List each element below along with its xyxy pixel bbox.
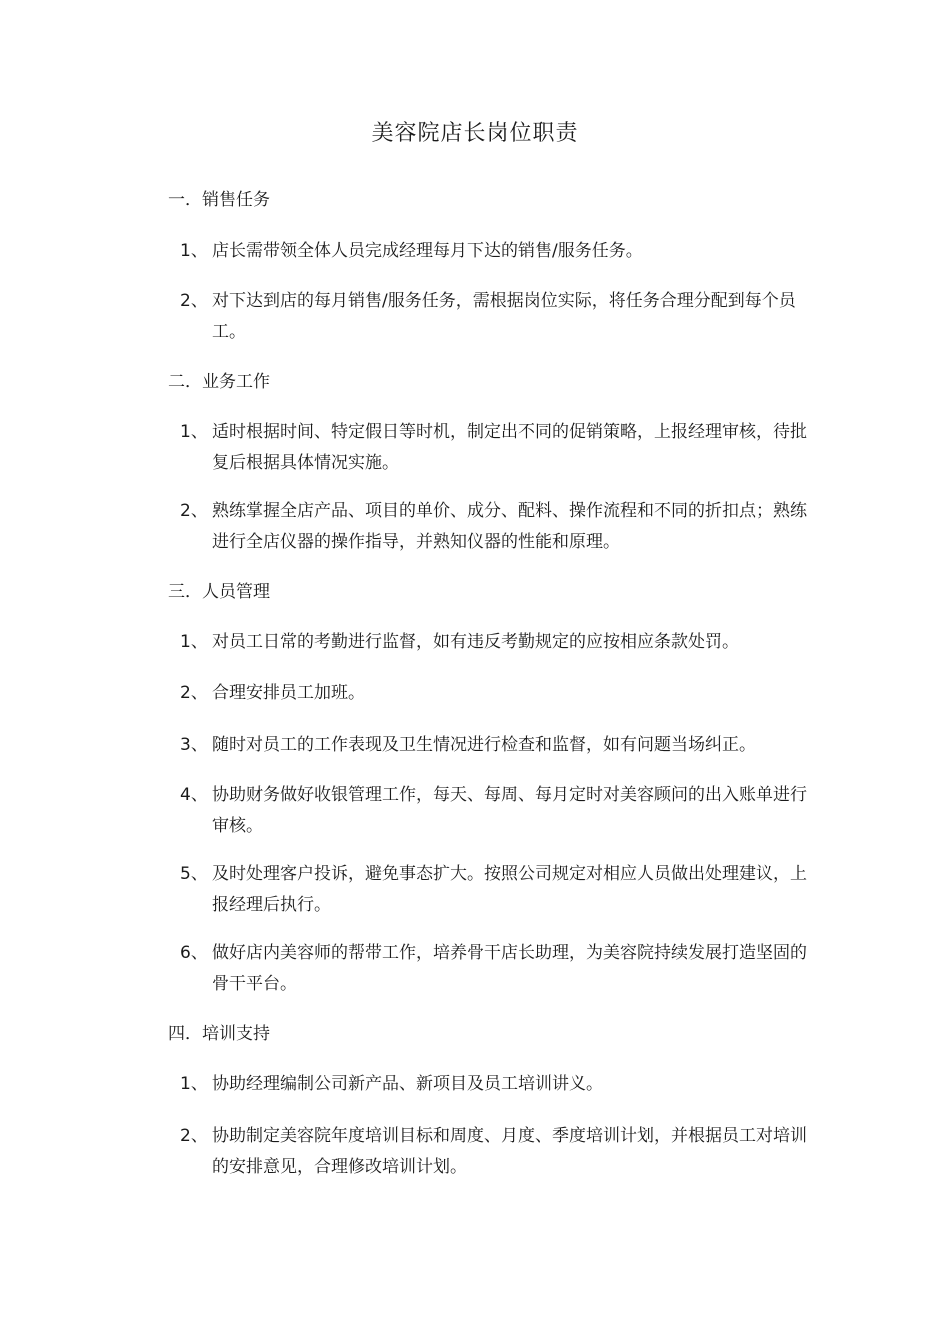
item-number: 2、 (180, 683, 208, 703)
section-heading-business: 二．业务工作 (168, 372, 270, 392)
item-number: 2、 (180, 501, 208, 521)
list-item (180, 1069, 810, 1100)
list-item (180, 678, 810, 709)
section-heading-training: 四．培训支持 (168, 1024, 270, 1044)
list-item (180, 938, 810, 1000)
item-number: 1、 (180, 632, 208, 652)
item-text: 协助制定美容院年度培训目标和周度、月度、季度培训计划，并根据员工对培训的安排意见，合理修改培训计划。 (212, 1126, 807, 1177)
item-number: 5、 (180, 864, 208, 884)
item-text: 协助财务做好收银管理工作，每天、每周、每月定时对美容顾问的出入账单进行审核。 (212, 785, 807, 836)
section-heading-staff: 三．人员管理 (168, 582, 270, 602)
item-text: 熟练掌握全店产品、项目的单价、成分、配料、操作流程和不同的折扣点；熟练进行全店仪器的操作指导，并熟知仪器的性能和原理。 (212, 501, 807, 552)
item-text: 协助经理编制公司新产品、新项目及员工培训讲义。 (212, 1074, 603, 1094)
item-number: 1、 (180, 241, 208, 261)
list-item (180, 286, 810, 348)
item-number: 1、 (180, 1074, 208, 1094)
list-item (180, 859, 810, 921)
item-text: 随时对员工的工作表现及卫生情况进行检查和监督，如有问题当场纠正。 (212, 735, 756, 755)
item-number: 1、 (180, 422, 208, 442)
item-number: 6、 (180, 943, 208, 963)
item-number: 3、 (180, 735, 208, 755)
item-text: 店长需带领全体人员完成经理每月下达的销售/服务任务。 (212, 241, 643, 261)
item-text: 适时根据时间、特定假日等时机，制定出不同的促销策略，上报经理审核，待批复后根据具体情况实施。 (212, 422, 807, 473)
item-text: 做好店内美容师的帮带工作，培养骨干店长助理，为美容院持续发展打造坚固的骨干平台。 (212, 943, 807, 994)
item-text: 对员工日常的考勤进行监督，如有违反考勤规定的应按相应条款处罚。 (212, 632, 739, 652)
list-item (180, 236, 810, 267)
list-item (180, 627, 810, 658)
section-heading-sales: 一．销售任务 (168, 190, 270, 210)
item-text: 及时处理客户投诉，避免事态扩大。按照公司规定对相应人员做出处理建议，上报经理后执行。 (212, 864, 807, 915)
item-number: 4、 (180, 785, 208, 805)
list-item (180, 1121, 810, 1183)
list-item (180, 496, 810, 558)
list-item (180, 417, 810, 479)
list-item (180, 780, 810, 842)
item-text: 对下达到店的每月销售/服务任务，需根据岗位实际，将任务合理分配到每个员工。 (212, 291, 796, 342)
item-number: 2、 (180, 291, 208, 311)
list-item (180, 730, 810, 761)
document-title: 美容院店长岗位职责 (371, 121, 579, 146)
item-text: 合理安排员工加班。 (212, 683, 365, 703)
item-number: 2、 (180, 1126, 208, 1146)
